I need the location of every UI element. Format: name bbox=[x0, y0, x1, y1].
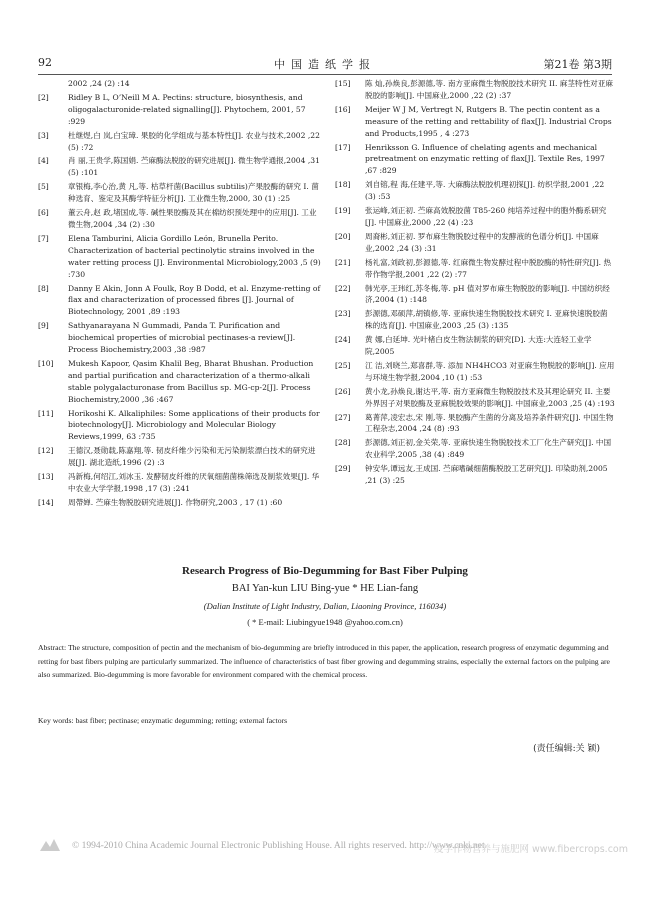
reference-entry bbox=[38, 408, 323, 444]
reference-entry bbox=[335, 412, 615, 436]
cajeph-logo-icon bbox=[38, 837, 62, 855]
reference-entry bbox=[335, 205, 615, 229]
reference-text: 黄 娜,白延坤. 光叶楮白皮生物法制浆的研究[D]. 大连:大连轻工业学院,2005 bbox=[365, 335, 592, 357]
reference-number: [8] bbox=[38, 283, 49, 293]
copyright-notice: © 1994-2010 China Academic Journal Electronic Publishing House. All rights reserved. http://www.cnki.net bbox=[72, 841, 485, 851]
reference-text: 葛菁萍,凌宏志,宋 刚,等. 果胶酶产生菌的分离及培养条件研究[J]. 中国生物工程杂志,2004 ,24 (8) :93 bbox=[365, 412, 614, 434]
reference-entry bbox=[38, 445, 323, 469]
reference-number: [7] bbox=[38, 233, 49, 243]
reference-entry bbox=[335, 308, 615, 332]
english-authors: BAI Yan-kun LIU Bing-yue * HE Lian-fang bbox=[231, 583, 419, 594]
reference-entry bbox=[335, 360, 615, 384]
reference-number: [22] bbox=[335, 283, 351, 293]
reference-number: [21] bbox=[335, 257, 351, 267]
reference-text: Mukesh Kapoor, Qasim Khalil Beg, Bharat Bhushan. Production and partial purification and characterization of a thermo-alkali stable polygalacturonase from Bacillus sp. MG-cp-2[J]. Process Biochemistry,2000 ,36 :467 bbox=[68, 358, 314, 404]
reference-entry bbox=[38, 92, 323, 128]
reference-text: 韩光亭,王玮红,苏冬梅,等. pH 值对罗布麻生物脱胶的影响[J]. 中国纺织经济,2004 (1) :148 bbox=[365, 283, 610, 305]
reference-number: [17] bbox=[335, 142, 351, 152]
reference-text: 冯新梅,何绍江,刘冰玉. 发酵韧皮纤维的厌氧细菌菌株筛选及制浆效果[J]. 华中农业大学学报,1998 ,17 (3) :241 bbox=[68, 472, 320, 493]
reference-text: Henriksson G. Influence of chelating agents and mechanical pretreatment on enzymatic retting of flax[J]. Textile Res, 1997 ,67 :829 bbox=[365, 142, 605, 176]
reference-text: Danny E Akin, Jonn A Foulk, Roy B Dodd, et al. Enzyme-retting of flax and characterization of processed fibres [J]. Journal of Biotechnology, 2001 ,89 :193 bbox=[68, 283, 321, 317]
reference-text: 黄小龙,孙焕良,谢达平,等. 南方亚麻微生物脱胶技术及其理论研究 II. 主要外界因子对果胶酶及亚麻脱胶效果的影响[J]. 中国麻业,2003 ,25 (4) :193 bbox=[365, 386, 615, 408]
reference-text: 董云舟,赵 政,堵国成,等. 碱性果胶酶及其在棉纺织预处理中的应用[J]. 工业微生物,2004 ,34 (2) :30 bbox=[68, 208, 317, 229]
reference-entry bbox=[38, 181, 323, 205]
reference-entry bbox=[38, 471, 323, 495]
reference-text: 刘自镕,程 海,任建平,等. 大麻酶法脱胶机理初探[J]. 纺织学报,2001 ,22 (3) :53 bbox=[365, 180, 605, 202]
reference-text: 周帶婵. 苎麻生物脱胶研究进展[J]. 作物研究,2003 , 17 (1) :60 bbox=[68, 497, 283, 507]
english-affiliation: (Dalian Institute of Light Industry, Dalian, Liaoning Province, 116034) bbox=[203, 601, 447, 611]
reference-text: 彭源德,刘正初,金关荣,等. 亚麻快速生物脱胶技术工厂化生产研究[J]. 中国农业科学,2005 ,38 (4) :849 bbox=[365, 438, 612, 460]
reference-number: [29] bbox=[335, 464, 351, 474]
reference-text: 钟安华,谭远友,王成国. 苎麻嗜碱细菌酶脱胶工艺研究[J]. 印染助剂,2005 ,21 (3) :25 bbox=[365, 464, 608, 486]
reference-entry bbox=[335, 104, 615, 140]
responsible-editor: (责任编辑:关 颖) bbox=[533, 744, 600, 754]
running-header bbox=[38, 56, 612, 72]
reference-number: [15] bbox=[335, 79, 351, 88]
reference-entry bbox=[335, 179, 615, 203]
reference-text: Horikoshi K. Alkaliphiles: Some applications of their products for biotechnology[J]. Microbiology and Molecular Biology Reviews,1999, 63 :735 bbox=[68, 408, 320, 442]
reference-entry bbox=[38, 155, 323, 179]
reference-number: [14] bbox=[38, 497, 54, 507]
references-right-column bbox=[335, 78, 615, 489]
english-abstract: Abstract: The structure, composition of pectin and the mechanism of bio-degumming are briefly introduced in this paper, the application, research progress of enzymatic degumming and retting for bast fibers pulping are particularly summarized. The influence of characteristics of bast fiber growing and degumming strains, especially the external factors on the pulping are also summarized. Bio-degumming is more favorable for environment compared with the chemical process. bbox=[38, 643, 610, 679]
site-watermark: 疫学作物营养与施肥网 www.fibercrops.com bbox=[433, 844, 628, 855]
reference-entry bbox=[38, 207, 323, 231]
reference-entry bbox=[335, 78, 615, 102]
volume-issue: 第21卷 第3期 bbox=[543, 58, 612, 71]
reference-entry bbox=[335, 231, 615, 255]
reference-number: [26] bbox=[335, 386, 351, 396]
reference-text: 江 洁,刘晓兰,郑喜群,等. 添加 NH4HCO3 对亚麻生物脱胶的影响[J]. 应用与环境生物学报,2004 ,10 (1) :53 bbox=[365, 360, 615, 382]
reference-entry bbox=[38, 358, 323, 406]
reference-number: [13] bbox=[38, 472, 54, 482]
english-keywords: Key words: bast fiber; pectinase; enzymatic degumming; retting; external factors bbox=[38, 716, 288, 725]
reference-text: Sathyanarayana N Gummadi, Panda T. Purification and biochemical properties of microbial pectinases-a review[J]. Process Biochemistry,2003 ,38 :987 bbox=[68, 321, 296, 355]
reference-number: [12] bbox=[38, 446, 54, 456]
reference-number: [2] bbox=[38, 92, 49, 102]
reference-text: 彭源德,邓硕萍,胡镇修,等. 亚麻快速生物脱胶技术研究 I. 亚麻快速脱胶菌株的选育[J]. 中国麻业,2003 ,25 (3) :135 bbox=[365, 309, 608, 331]
reference-entry bbox=[38, 130, 323, 154]
reference-number: [11] bbox=[38, 408, 54, 418]
reference-text: 杨礼富,刘政初,彭源德,等. 红麻微生物发酵过程中脱胶酶的特性研究[J]. 热带作物学报,2001 ,22 (2) :77 bbox=[365, 257, 612, 279]
reference-entry bbox=[38, 320, 323, 356]
reference-entry bbox=[38, 283, 323, 319]
reference-number: [16] bbox=[335, 104, 351, 114]
reference-number: [18] bbox=[335, 180, 351, 190]
reference-text: 肖 丽,王贵学,陈国娟. 苎麻酶法脱胶的研究进展[J]. 微生物学通报,2004 ,31 (5) :101 bbox=[68, 156, 320, 178]
english-title: Research Progress of Bio-Degumming for Bast Fiber Pulping bbox=[182, 565, 468, 577]
reference-entry bbox=[38, 497, 323, 509]
reference-number: [20] bbox=[335, 231, 351, 241]
reference-number: [9] bbox=[38, 321, 49, 331]
reference-number: [27] bbox=[335, 412, 351, 422]
reference-entry bbox=[335, 257, 615, 281]
reference-number: [6] bbox=[38, 208, 49, 218]
reference-entry bbox=[335, 386, 615, 410]
reference-number: [4] bbox=[38, 156, 49, 166]
reference-text: 张运峰,刘正初. 苎麻高效脱胶菌 T85-260 纯培养过程中的胞外酶系研究[J]. 中国麻业,2000 ,22 (4) :23 bbox=[365, 206, 607, 227]
page-number: 92 bbox=[38, 56, 52, 69]
reference-text: Ridley B L, O’Neill M A. Pectins: structure, biosynthesis, and oligogalacturonide-related signalling[J]. Phytochem, 2001, 57 :929 bbox=[68, 92, 306, 126]
reference-text: 王德汉,聂勋载,陈嘉翔,等. 韧皮纤维少污染和无污染制浆漂白技术的研究进展[J]. 湖北造纸,1996 (2) :3 bbox=[68, 446, 316, 468]
reference-number: [28] bbox=[335, 438, 351, 448]
reference-text: Meijer W J M, Vertregt N, Rutgers B. The pectin content as a measure of the retting and rettability of flax[J]. Industrial Crops and Products,1995 , 4 :273 bbox=[365, 104, 612, 138]
header-rule bbox=[38, 74, 612, 75]
reference-number: [23] bbox=[335, 309, 351, 319]
reference-number: [24] bbox=[335, 335, 351, 345]
reference-number: [25] bbox=[335, 360, 351, 370]
english-email: ( * E-mail: Liubingyue1948 @yahoo.com.cn) bbox=[247, 617, 403, 627]
reference-entry bbox=[335, 283, 615, 307]
journal-title: 中国造纸学报 bbox=[274, 58, 376, 71]
reference-text: 杜继煜,白 岚,白宝璋. 果胶的化学组成与基本特性[J]. 农业与技术,2002 ,22 (5) :72 bbox=[68, 130, 320, 152]
reference-text: 周裔彬,刘正初. 罗布麻生物脱胶过程中的发酵液的色谱分析[J]. 中国麻业,2002 ,24 (3) :31 bbox=[365, 231, 599, 253]
reference-entry bbox=[335, 437, 615, 461]
reference-entry bbox=[335, 142, 615, 178]
page-footer bbox=[0, 837, 650, 857]
reference-text: 陈 灿,孙焕良,彭源德,等. 南方亚麻微生物脱胶技术研究 II. 麻茎特性对亚麻脱胶的影响[J]. 中国麻业,2000 ,22 (2) :37 bbox=[365, 79, 613, 100]
reference-text: 章银梅,李心治,黄 凡,等. 枯草杆菌(Bacillus subtilis)产果胶酶的研究 I. 菌种选育、鉴定及其酶学特征分析[J]. 工业微生物,2000, 30 (1) :25 bbox=[68, 182, 319, 204]
reference-text: Elena Tamburini, Alicia Gordillo León, Brunella Perito. Characterization of bacterial pectinolytic strains involved in the water retting process [J]. Environmental Microbiology,2003 ,5 (9) :730 bbox=[68, 233, 321, 279]
reference-entry bbox=[38, 233, 323, 281]
reference-number: [5] bbox=[38, 182, 49, 192]
reference-entry bbox=[335, 463, 615, 487]
reference-continuation: 2002 ,24 (2) :14 bbox=[68, 79, 130, 88]
reference-number: [19] bbox=[335, 206, 351, 216]
references-left-column bbox=[38, 78, 323, 511]
reference-entry bbox=[335, 334, 615, 358]
reference-number: [10] bbox=[38, 358, 54, 368]
reference-number: [3] bbox=[38, 130, 49, 140]
